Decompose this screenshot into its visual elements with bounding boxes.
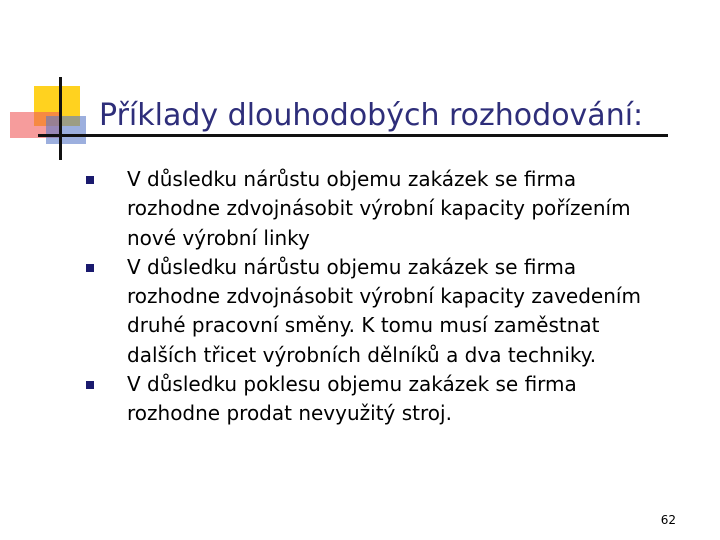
bullet-line: V důsledku nárůstu objemu zakázek se firma (127, 254, 577, 279)
bullet-item (85, 165, 685, 253)
bullet-line: rozhodne prodat nevyužitý stroj. (127, 401, 452, 426)
bullet-line: rozhodne zdvojnásobit výrobní kapacity pořízením (127, 196, 631, 221)
decorative-corner-graphic (0, 0, 120, 180)
bullet-line: V důsledku poklesu objemu zakázek se firma (127, 372, 577, 397)
bullet-line: druhé pracovní směny. K tomu musí zaměstnat (127, 313, 600, 338)
slide-title: Příklady dlouhodobých rozhodování: (99, 98, 644, 133)
square-bullet-icon (85, 263, 95, 273)
bullet-line: V důsledku nárůstu objemu zakázek se firma (127, 167, 577, 191)
bullet-line: nové výrobní linky (127, 225, 310, 250)
square-bullet-icon (85, 380, 95, 390)
bullet-line: rozhodne zdvojnásobit výrobní kapacity zavedením (127, 284, 641, 309)
bullet-line: dalších třicet výrobních dělníků a dva techniky. (127, 342, 597, 367)
page-number: 62 (660, 513, 676, 527)
square-bullet-icon (85, 175, 95, 185)
bullet-list (85, 165, 685, 429)
bullet-item (85, 370, 685, 429)
bullet-item (85, 253, 685, 370)
